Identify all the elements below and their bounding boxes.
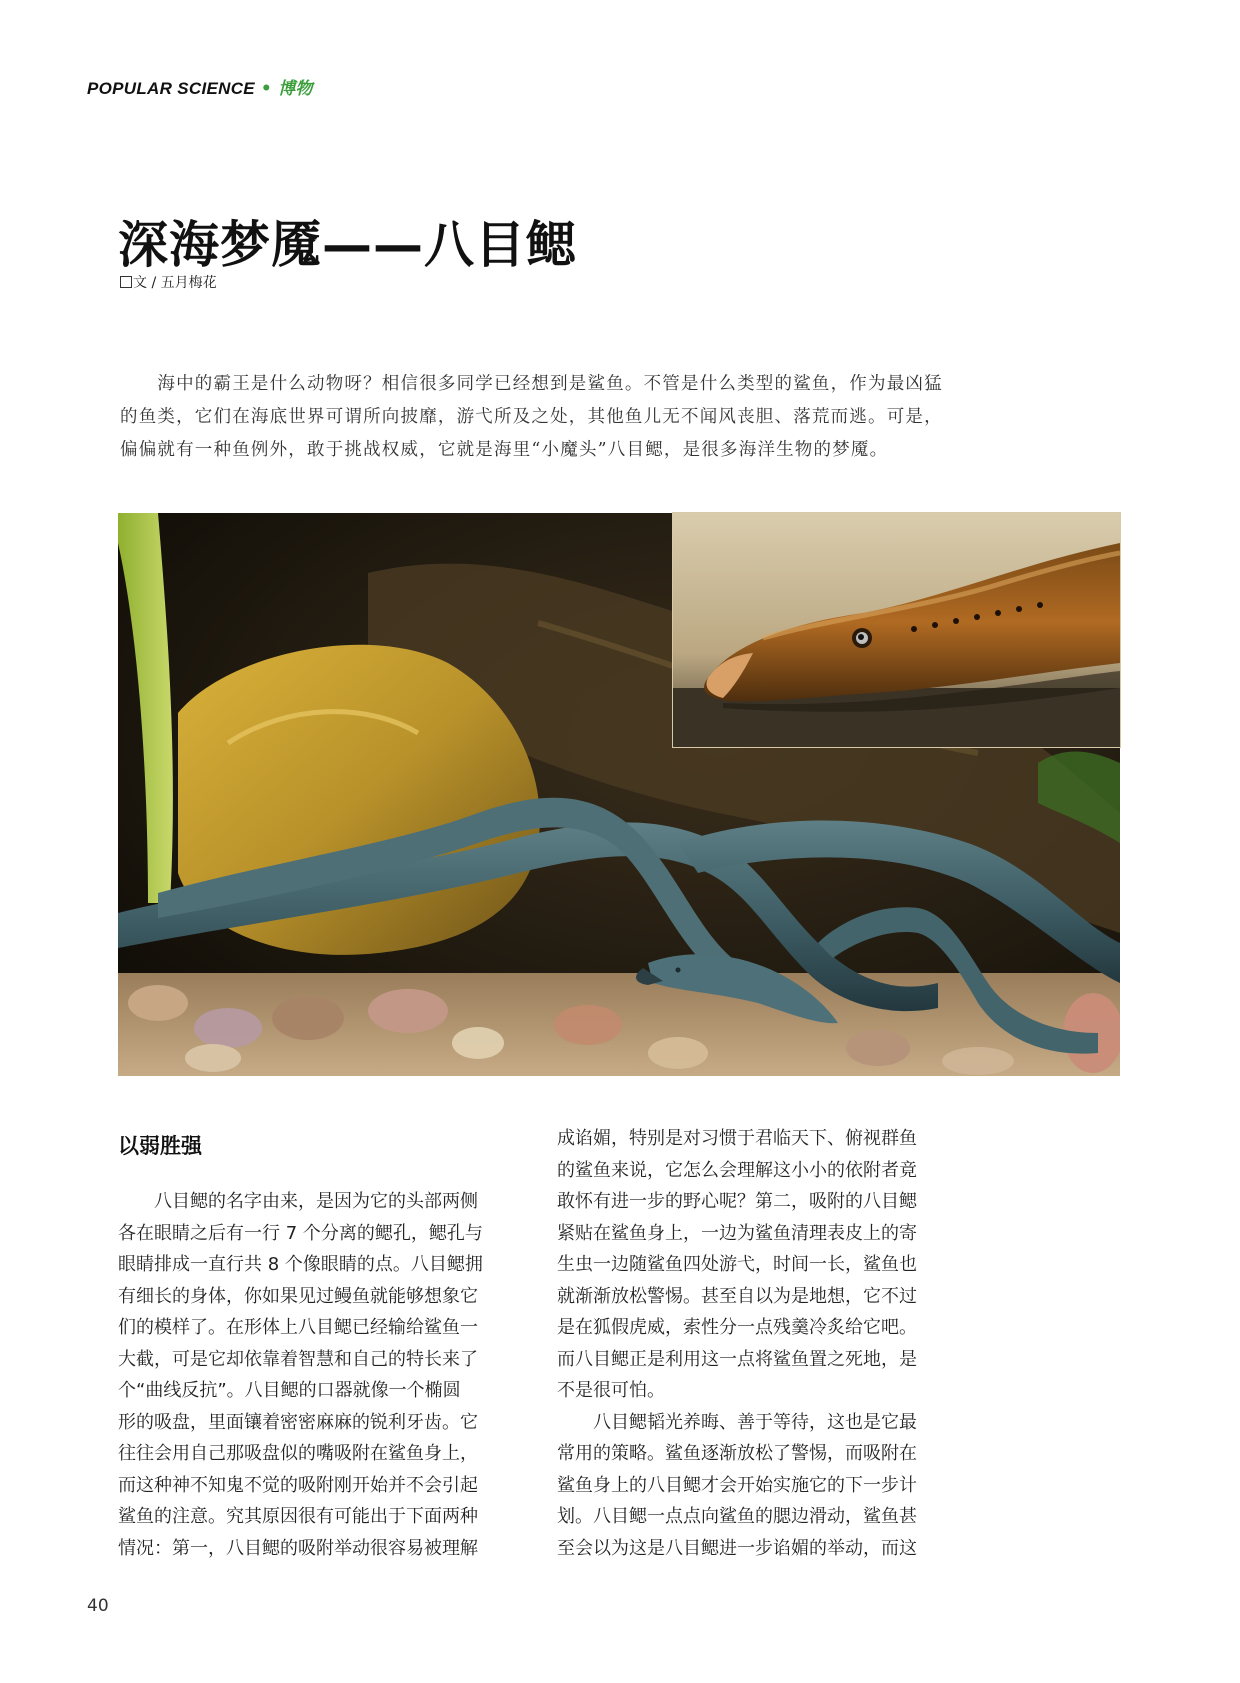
body-line: 个“曲线反抗”。八目鳃的口器就像一个椭圆: [118, 1380, 461, 1401]
body-line: 至会以为这是八目鳃进一步谄媚的举动，而这: [557, 1537, 917, 1559]
body-line: 有细长的身体，你如果见过鳗鱼就能够想象它: [118, 1285, 478, 1307]
body-line: 鲨鱼的注意。究其原因很有可能出于下面两种: [118, 1506, 478, 1527]
body-column-right: [557, 1123, 953, 1564]
page-number: 40: [87, 1596, 109, 1616]
intro-paragraph: [120, 368, 948, 467]
section-subhead: 以弱胜强: [118, 1134, 202, 1158]
body-line: 的鲨鱼来说，它怎么会理解这小小的依附者竟: [557, 1159, 917, 1181]
body-line: 大截，可是它却依靠着智慧和自己的特长来了: [118, 1348, 478, 1370]
intro-line: 海中的霸王是什么动物呀？相信很多同学已经想到是鲨鱼。不管是什么类型的鲨鱼，作为最凶猛: [120, 374, 943, 394]
box-icon: [120, 276, 132, 288]
body-line: 是在狐假虎威，索性分一点残羹冷炙给它吧。: [557, 1317, 917, 1338]
body-line: 往往会用自己那吸盘似的嘴吸附在鲨鱼身上，: [118, 1443, 478, 1464]
header-separator: •: [260, 79, 273, 99]
body-line: 们的模样了。在形体上八目鳃已经输给鲨鱼一: [118, 1317, 478, 1338]
body-line: 划。八目鳃一点点向鲨鱼的腮边滑动，鲨鱼甚: [557, 1506, 917, 1527]
byline: [120, 272, 217, 292]
body-line: 八目鳃的名字由来，是因为它的头部两侧: [118, 1191, 478, 1212]
body-line: 紧贴在鲨鱼身上，一边为鲨鱼清理表皮上的寄: [557, 1222, 917, 1244]
body-line: 形的吸盘，里面镶着密密麻麻的锐利牙齿。它: [118, 1411, 478, 1433]
body-line: 情况：第一，八目鳃的吸附举动很容易被理解: [118, 1537, 478, 1559]
running-header: [87, 74, 313, 99]
body-column-left: [118, 1186, 514, 1564]
body-line: 生虫一边随鲨鱼四处游弋，时间一长，鲨鱼也: [557, 1254, 917, 1275]
body-line: 不是很可怕。: [557, 1380, 665, 1401]
body-line: 常用的策略。鲨鱼逐渐放松了警惕，而吸附在: [557, 1443, 917, 1464]
body-line: 敢怀有进一步的野心呢？第二，吸附的八目鳃: [557, 1191, 917, 1212]
body-line: 鲨鱼身上的八目鳃才会开始实施它的下一步计: [557, 1474, 917, 1496]
intro-line: 偏偏就有一种鱼例外，敢于挑战权威，它就是海里“小魔头”八目鳃，是很多海洋生物的梦魇。: [120, 440, 889, 460]
section-english: POPULAR SCIENCE: [87, 79, 255, 98]
section-chinese: 博物: [278, 79, 313, 99]
body-line: 各在眼睛之后有一行 7 个分离的鳃孔，鳃孔与: [118, 1222, 483, 1244]
body-line: 八目鳃韬光养晦、善于等待，这也是它最: [557, 1411, 917, 1433]
body-line: 就渐渐放松警惕。甚至自以为是地想，它不过: [557, 1285, 917, 1307]
body-line: 而这种神不知鬼不觉的吸附刚开始并不会引起: [118, 1474, 478, 1496]
body-line: 而八目鳃正是利用这一点将鲨鱼置之死地，是: [557, 1348, 917, 1370]
intro-line: 的鱼类，它们在海底世界可谓所向披靡，游弋所及之处，其他鱼儿无不闻风丧胆、落荒而逃。可是，: [120, 407, 943, 427]
byline-text: 文 / 五月梅花: [133, 275, 217, 291]
body-line: 眼睛排成一直行共 8 个像眼睛的点。八目鳃拥: [118, 1254, 483, 1275]
body-line: 成谄媚，特别是对习惯于君临天下、俯视群鱼: [557, 1128, 917, 1149]
article-title: 深海梦魇——八目鳃: [118, 216, 577, 274]
lamprey-closeup-photo: [673, 513, 1120, 747]
